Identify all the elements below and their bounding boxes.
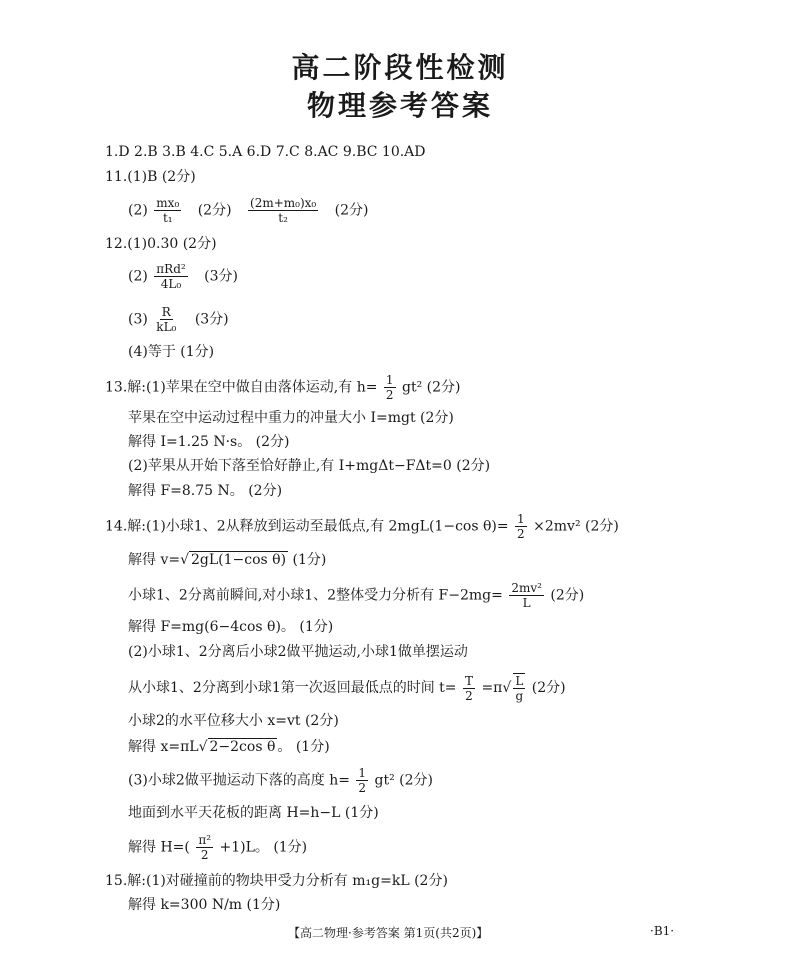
q14-line8: 解得 x=πL√ 2−2cos θ 。 (1分) — [128, 739, 330, 755]
page-number: ·B1· — [650, 924, 675, 938]
q11-frac2: $\frac{\text{(2m+m₀)x₀}}{\text{t₂}}$ — [250, 196, 317, 225]
q13-line4: (2)苹果从开始下落至恰好静止,有 I+mgΔt−FΔt=0 (2分) — [128, 458, 491, 474]
title-line1: 高二阶段性检测 — [291, 51, 509, 84]
q14-line10: 地面到水平天花板的距离 H=h−L (1分) — [128, 805, 379, 821]
q13-line2: 苹果在空中运动过程中重力的冲量大小 I=mgt (2分) — [128, 410, 454, 426]
q14-line11: 解得 H=( $\frac{\text{π²}}{2}$ +1)L。 (1分) — [128, 833, 308, 862]
q12-line4: (4)等于 (1分) — [128, 344, 215, 360]
q13-line3: 解得 I=1.25 N·s。 (2分) — [128, 434, 290, 450]
footer-center: 【高二物理·参考答案 第1页(共2页)】 — [288, 926, 489, 940]
q11-line1: 11.(1)B (2分) — [105, 169, 196, 185]
q14-line1: 14.解:(1)小球1、2从释放到运动至最低点,有 2mgL(1−cos θ)= $\frac{1}{2}$ ×2mv² (2分) — [105, 512, 619, 541]
q14-line2: 解得 v=√ 2gL(1−cos θ) (1分) — [128, 552, 327, 568]
q15-line2: 解得 k=300 N/m (1分) — [128, 897, 281, 913]
q14-line7: 小球2的水平位移大小 x=vt (2分) — [128, 713, 339, 729]
q13-line5: 解得 F=8.75 N。 (2分) — [128, 483, 283, 499]
q14-line9: (3)小球2做平抛运动下落的高度 h= $\frac{1}{2}$ gt² (2分) — [128, 766, 433, 795]
q11-line2: (2) $\frac{\text{mx₀}}{\text{t₁}}$ (2分) $\frac{\text{(2m+m₀)x₀}}{\text{t₂}}$ (2分) — [128, 196, 369, 225]
q12-line1: 12.(1)0.30 (2分) — [105, 236, 217, 252]
q11-frac1: $\frac{\text{mx₀}}{\text{t₁}}$ — [156, 196, 180, 225]
q12-frac1: $\frac{\text{πRd²}}{\text{4L₀}}$ — [156, 262, 186, 291]
q14-line6: 从小球1、2分离到小球1第一次返回最低点的时间 t= $\frac{T}{2}$ =π√ $\frac{L}{g}$ (2分) — [128, 673, 566, 703]
q14-line3: 小球1、2分离前瞬间,对小球1、2整体受力分析有 F−2mg= $\frac{\text{2mv²}}{L}$ (2分) — [128, 581, 585, 610]
q12-frac2: $\frac{R}{\text{kL₀}}$ — [156, 305, 177, 334]
q12-line3: (3) $\frac{R}{\text{kL₀}}$ (3分) — [128, 305, 229, 334]
q14-line5: (2)小球1、2分离后小球2做平抛运动,小球1做单摆运动 — [128, 644, 468, 660]
q15-line1: 15.解:(1)对碰撞前的物块甲受力分析有 m₁g=kL (2分) — [105, 873, 448, 889]
q13-line1: 13.解:(1)苹果在空中做自由落体运动,有 h= $\frac{1}{2}$ gt² (2分) — [105, 373, 461, 402]
q12-line2: (2) $\frac{\text{πRd²}}{\text{4L₀}}$ (3分) — [128, 262, 239, 291]
choice-answers: 1.D 2.B 3.B 4.C 5.A 6.D 7.C 8.AC 9.BC 10.AD — [105, 144, 426, 160]
q14-line4: 解得 F=mg(6−4cos θ)。 (1分) — [128, 619, 334, 635]
title-line2: 物理参考答案 — [306, 89, 493, 122]
